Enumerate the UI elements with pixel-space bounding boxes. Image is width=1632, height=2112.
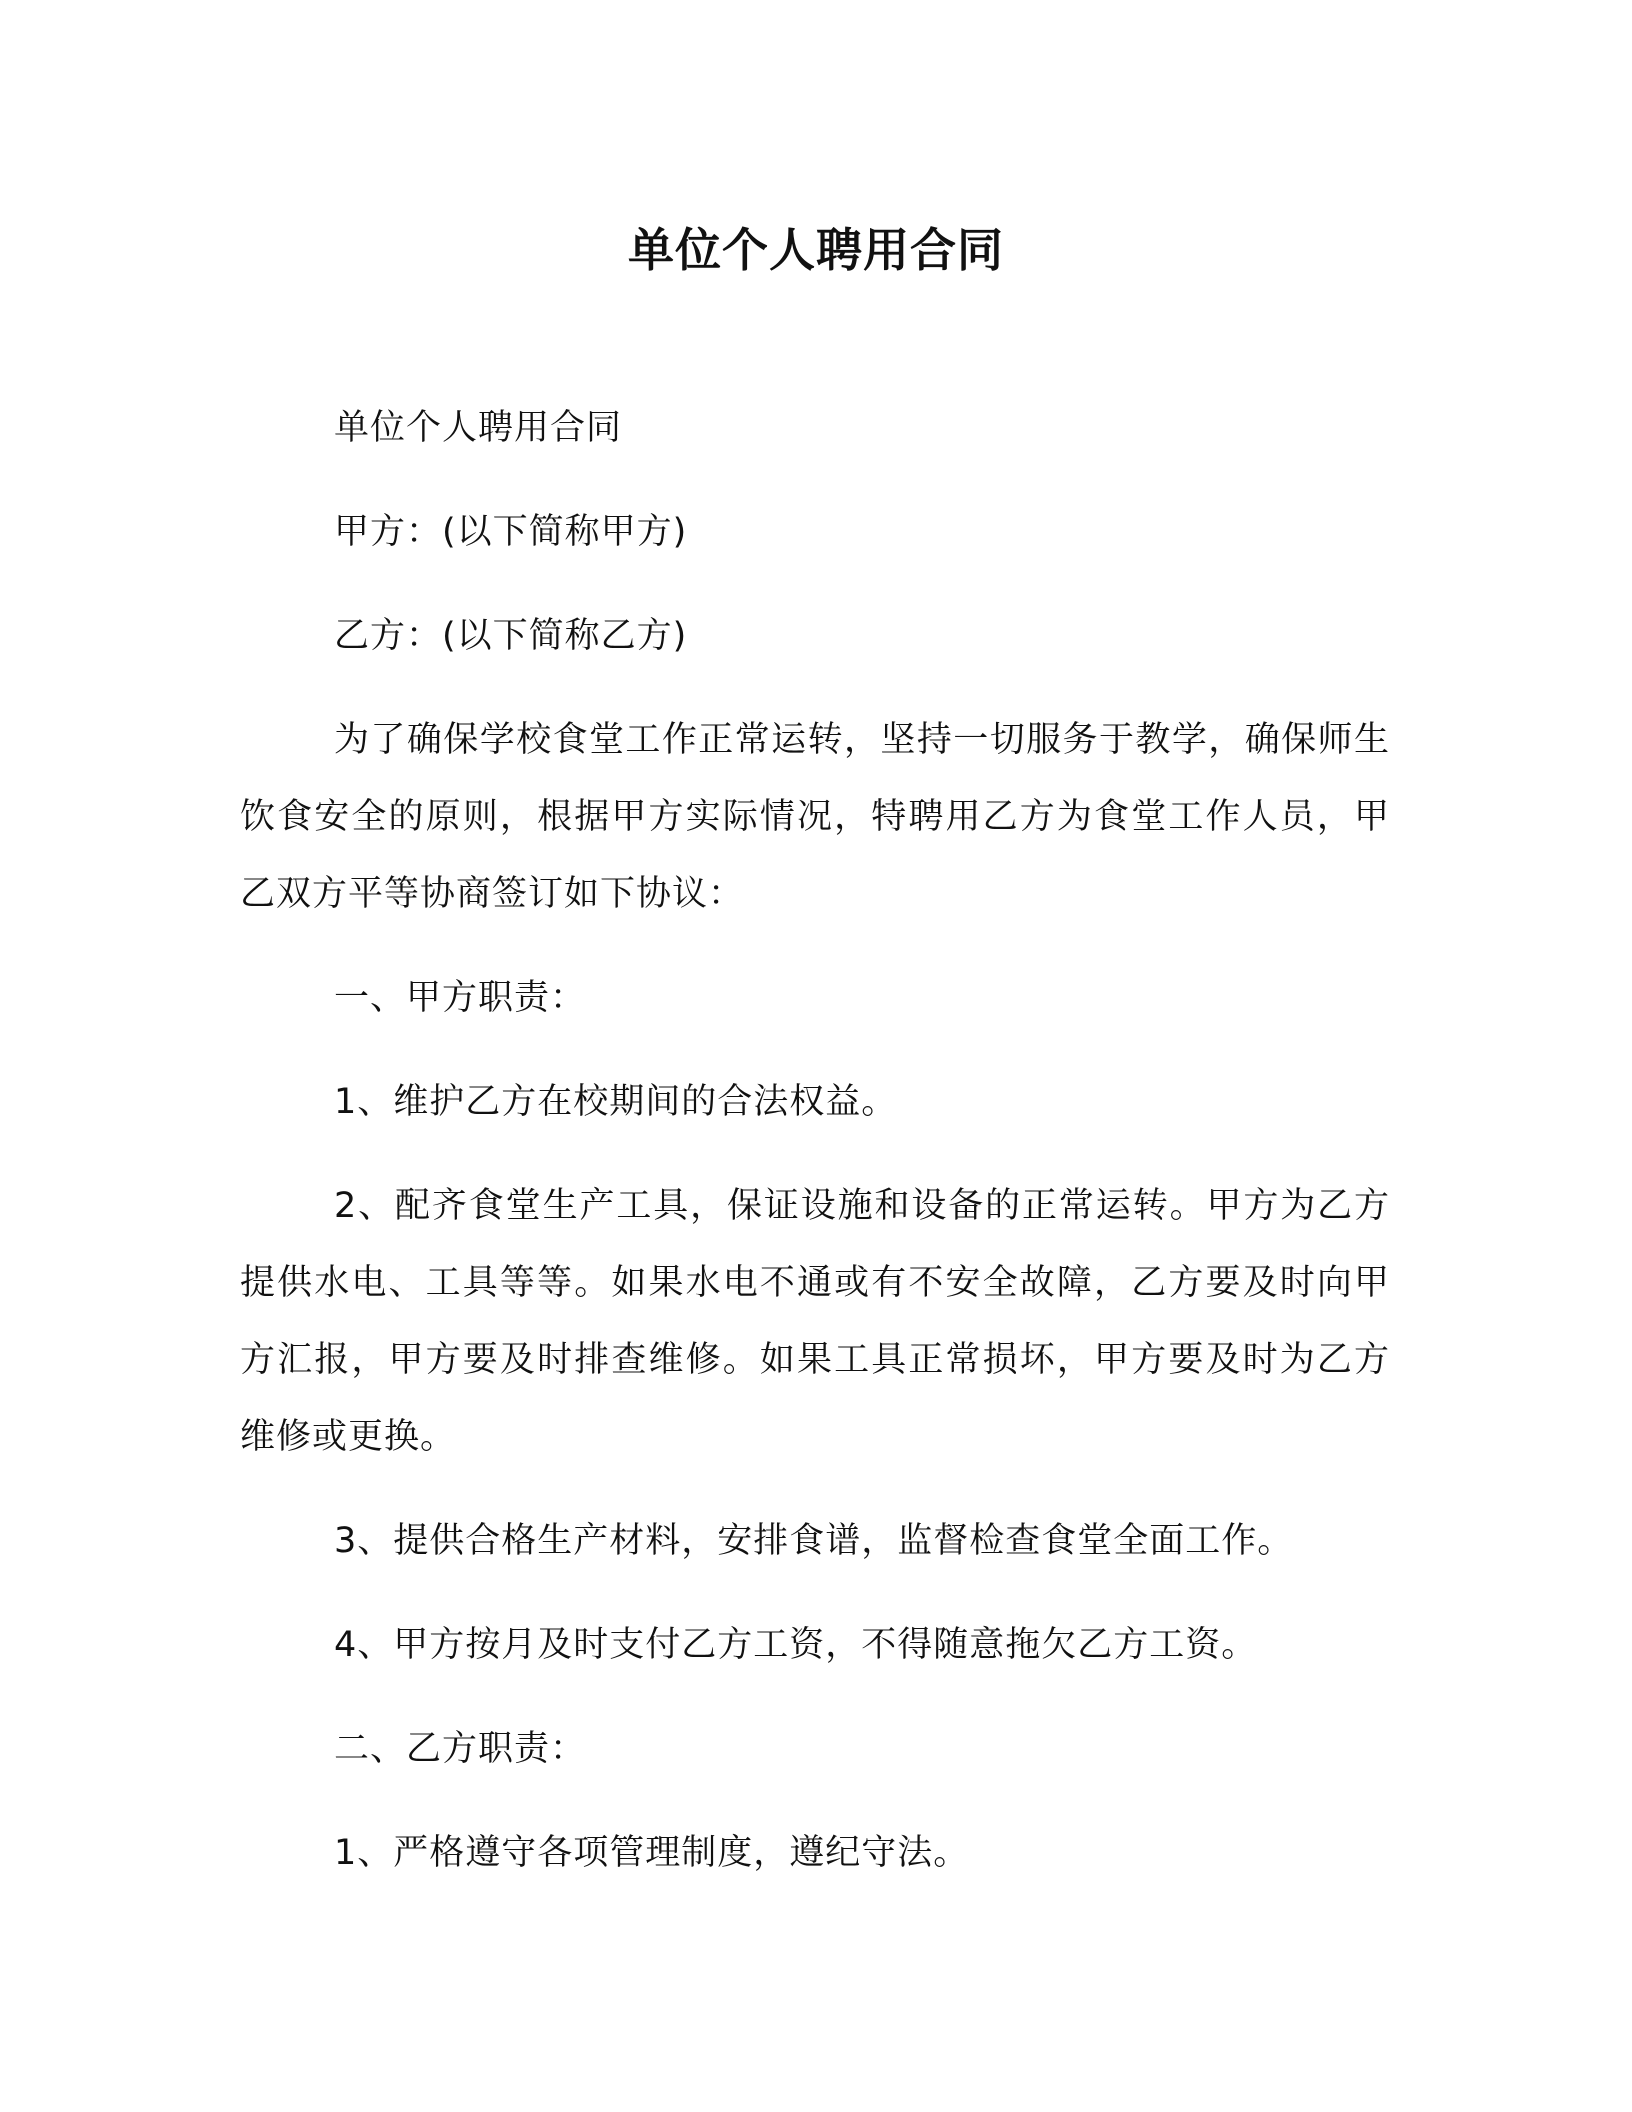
paragraph-party-b: 乙方：(以下简称乙方) [334, 616, 688, 656]
paragraph-preamble: 为了确保学校食堂工作正常运转，坚持一切服务于教学，确保师生饮食安全的原则，根据甲方实际情况，特聘用乙方为食堂工作人员，甲乙双方平等协商签订如下协议： [240, 720, 1390, 914]
section-heading-party-b-duties: 二、乙方职责： [334, 1729, 587, 1769]
clause-a-1: 1、维护乙方在校期间的合法权益。 [334, 1082, 898, 1122]
clause-b-1: 1、严格遵守各项管理制度，遵纪守法。 [334, 1833, 970, 1873]
clause-a-3: 3、提供合格生产材料，安排食谱，监督检查食堂全面工作。 [334, 1521, 1294, 1561]
document-body [240, 390, 1390, 1919]
section-heading-party-a-duties: 一、甲方职责： [334, 978, 587, 1018]
paragraph-heading-repeat: 单位个人聘用合同 [334, 408, 623, 448]
paragraph-party-a: 甲方：(以下简称甲方) [334, 512, 688, 552]
document-title: 单位个人聘用合同 [628, 223, 1004, 277]
clause-a-4: 4、甲方按月及时支付乙方工资，不得随意拖欠乙方工资。 [334, 1625, 1258, 1665]
clause-a-2: 2、配齐食堂生产工具，保证设施和设备的正常运转。甲方为乙方提供水电、工具等等。如果水电不通或有不安全故障，乙方要及时向甲方汇报，甲方要及时排查维修。如果工具正常损坏，甲方要及时为乙方维修或更换。 [240, 1186, 1390, 1457]
